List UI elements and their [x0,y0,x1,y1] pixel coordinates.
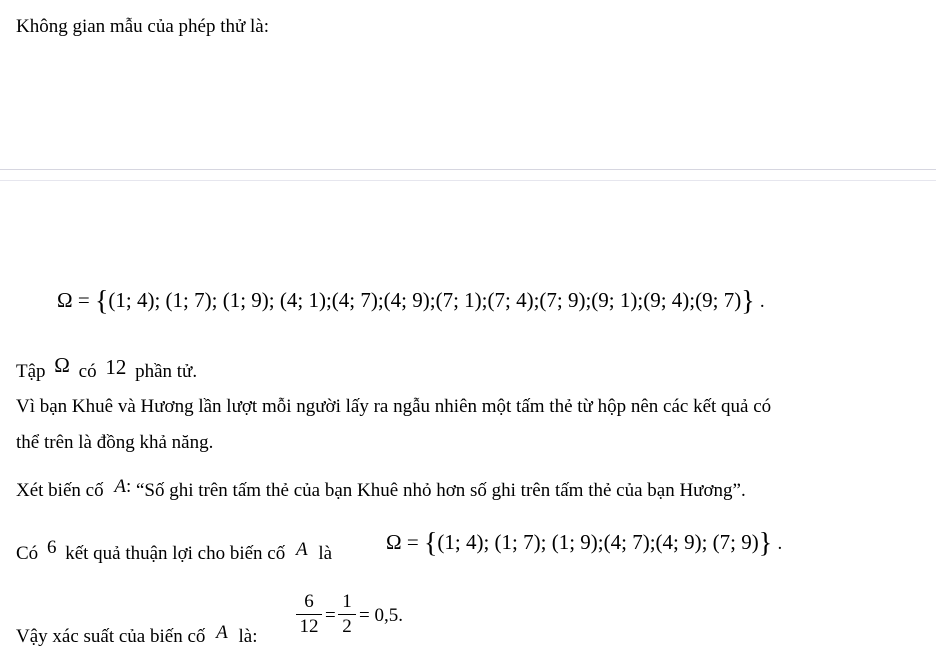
fraction-1-2-numerator: 1 [342,591,352,612]
fav-omega-lhs: Ω = [386,530,419,554]
probability-result: = 0,5. [359,605,403,626]
fraction-6-12-numerator: 6 [304,591,314,612]
line-probability [16,622,258,648]
text-la: là [318,543,333,564]
omega-pairs: (1; 4); (1; 7); (1; 9); (4; 1);(4; 7);(4; 9);(7; 1);(7; 4);(7; 9);(9; 1);(9; 4);(9; 7) [108,288,742,312]
fav-open-brace: { [423,528,438,559]
fraction-6-12-denominator: 12 [299,616,319,637]
text-phan-tu: phần tử. [135,361,198,382]
heading-sample-space: Không gian mẫu của phép thử là: [16,16,270,37]
omega-lhs: Ω = [57,288,90,312]
divider-top [0,169,936,170]
event-colon: : [125,476,132,497]
text-vay-xac-suat: Vậy xác suất của biến cố [16,626,206,647]
omega-symbol: Ω [54,353,70,377]
text-xet-bien-co: Xét biến cố [16,480,104,501]
paragraph-khue-line-1: Vì bạn Khuê và Hương lần lượt mỗi người lấy ra ngẫu nhiên một tấm thẻ từ hộp nên các kết quả có [16,396,772,417]
count-6: 6 [46,537,57,558]
fraction-6-12 [296,592,322,637]
fraction-6-12-bar [296,614,322,615]
favorable-var-a: A [295,539,308,560]
equals-sign-1: = [325,605,336,626]
omega-close-brace: } [741,286,755,317]
fraction-1-2-denominator: 2 [342,616,352,637]
omega-open-brace: { [94,286,109,317]
text-tap: Tập [16,361,46,382]
line-omega-count [16,353,198,383]
event-description: “Số ghi trên tấm thẻ của bạn Khuê nhỏ hơn số ghi trên tấm thẻ của bạn Hương”. [135,480,746,501]
fav-pairs: (1; 4); (1; 7); (1; 9);(4; 7);(4; 9); (7; 9) [437,530,759,554]
count-12: 12 [105,355,127,379]
text-ket-qua: kết quả thuận lợi cho biến cố [65,543,286,564]
line-event-a [16,476,746,502]
omega-equation [57,286,765,318]
fav-end-dot: . [777,533,783,554]
favorable-omega-equation [386,528,782,560]
line-favorable-prefix [16,537,333,565]
prob-var-a: A [216,622,228,643]
text-la-colon: là: [238,626,258,647]
text-co-fav: Có [16,543,39,564]
fraction-1-2-bar [338,614,356,615]
paragraph-khue-line-2: thể trên là đồng khả năng. [16,432,214,453]
omega-end-dot: . [759,291,765,312]
event-var-a: A [114,476,126,497]
divider-bottom [0,180,936,181]
fav-close-brace: } [758,528,773,559]
fraction-1-2 [338,592,356,637]
text-co: có [78,361,97,382]
